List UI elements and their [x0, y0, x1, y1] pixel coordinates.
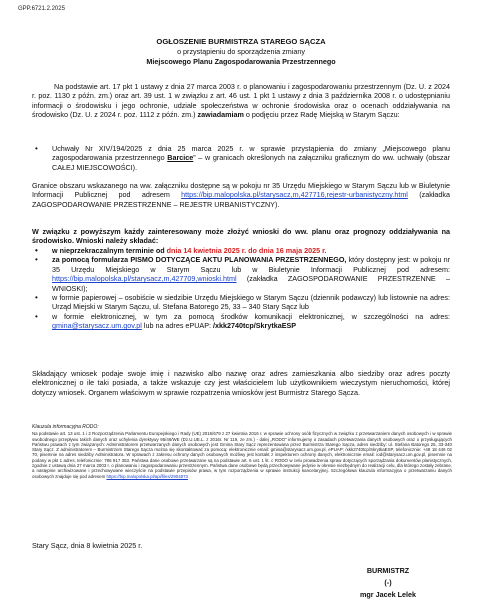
- boundary-link[interactable]: https://bip.malopolska.pl/starysacz,m,427716,rejestr-urbanistyczny.html: [181, 190, 408, 200]
- email-link[interactable]: gmina@starysacz.um.gov.pl: [52, 321, 142, 331]
- closing-paragraph: [32, 369, 450, 397]
- rodo-text: Na podstawie art. 13 ust. 1 i 2 Rozporządzenia Parlamentu Europejskiego i Rady (UE) 2016/679 z 27 kwietnia 2016 r. w sprawie ochrony osób fizycznych w związku z przetwarzaniem danych osobowych i w sprawie swobodnego przepływu takich danych oraz uchylenia dyrektywy 95/46/WE (Dz.U.UE.L. z 2016r. Nr 119, ze zm.) - dalej „RODO” informujemy o zasadach przetwarzania danych osobowych oraz o przysługujących Państwu prawach z tym związanych: Administratorem przetwarzanych danych osobowych jest Gmina Stary Sącz reprezentowana przez Burmistrza Starego Sącza, adres siedziby: ul. Stefana Batorego 25, 33-340 Stary Sącz. Z administratorem – Burmistrzem Starego Sącza można się skontaktować za pomocą: elektronicznie email: gmina@starysacz.um.gov.pl, ePUAP: /xkk2740tcp/SkrytkaESP, telefonicznie: +48 18 446 02 70, pisemnie na adres siedziby Administratora. W sprawach z zakresu ochrony danych osobowych możliwy jest kontakt z inspektorem ochrony danych, elektronicznie email: iod@starysacz.um.gov.pl, pisemnie na podany w pkt 1 adres, telefonicznie: 786 917 353. Państwa dane osobowe przetwarzane są na podstawie art. 6 ust. 1 lit. c RODO w celu prowadzenia spraw dotyczących sporządzania dokumentów planistycznych, zgodnie z ustawą dnia 27 marca 2003 r. o planowaniu i zagospodarowaniu przestrzennym. Państwa dane osobowe będą przechowywane jedynie w okresie niezbędnym do realizacji celu, dla którego zostały zebrane, a następnie archiwizowane i przechowywane wieczyście na podstawie przepisów prawa, w tym rozporządzenia w sprawie instrukcji kancelaryjnej. Szczegółowa klauzula informacyjna o przetwarzaniu danych osobowych znajduje się pod adresem: [32, 431, 452, 479]
- boundary-text-end: (zakładka ZAGOSPODAROWANIE PRZESTRZENNE – REJESTR URBANISTYCZNY).: [32, 190, 451, 209]
- intro-paragraph: [32, 82, 450, 120]
- form-link[interactable]: https://bip.malopolska.pl/starysacz,m,427709,wnioski.html: [52, 274, 237, 284]
- document-title: OGŁOSZENIE BURMISTRZA STAREGO SĄCZA: [156, 37, 326, 46]
- deadline-item: [32, 246, 450, 255]
- electronic-text-mid: lub na adres ePUAP:: [143, 321, 211, 331]
- methods-list: [32, 246, 450, 331]
- paper-item: [32, 293, 450, 312]
- call-paragraph: W związku z powyższym każdy zainteresowany może złożyć wnioski do ww. planu oraz prognozy oddziaływania na środowisko. Wnioski należy składać:: [32, 227, 450, 246]
- resolution-text-end: ” – w granicach określonych na załączniku graficznym do ww. uchwały (obszar CAŁEJ MIEJSCOWOŚCI).: [52, 153, 450, 172]
- rodo-clause: [32, 425, 452, 479]
- form-text: który dostępny jest: w pokoju nr 35 Urzędu Miejskiego w Starym Sączu lub w Biuletynie Informacji Publicznej pod adresem:: [52, 255, 450, 274]
- form-title: za pomocą formularza PISMO DOTYCZĄCE AKTU PLANOWANIA PRZESTRZENNEGO,: [52, 255, 347, 265]
- intro-text: Na podstawie art. 17 pkt 1 ustawy z dnia 27 marca 2003 r. o planowaniu i zagospodarowaniu przestrzennym (Dz. U. z 2024 r. poz. 1130 z późn. zm.) oraz art. 39 ust. 1 w związku z art. 46 ust. 1 pkt 1 ustawy z dnia 3 października 2008 r. o udostępnianiu informacji o środowisku i jego ochronie, udziale społeczeństwa w ochronie środowiska oraz o ocenach oddziaływania na środowisko (Dz. U. z 2024 r. poz. 1112 z późn. zm.): [32, 82, 450, 120]
- bullet-icon: •: [35, 144, 38, 153]
- boundary-paragraph: [32, 181, 450, 209]
- deadline-dates: dnia 14 kwietnia 2025 r. do dnia 16 maja 2025 r.: [166, 246, 327, 255]
- resolution-item: [32, 144, 450, 172]
- resolution-list: [32, 144, 450, 172]
- document-subtitle: o przystąpieniu do sporządzenia zmiany: [177, 47, 305, 56]
- reference-number: GPP.6721.2.2025: [18, 6, 65, 12]
- bullet-icon: •: [35, 246, 38, 255]
- signing-date: Stary Sącz, dnia 8 kwietnia 2025 r.: [32, 541, 143, 550]
- intro-notify: zawiadamiam: [197, 110, 244, 120]
- electronic-text: w formie elektronicznej, w tym za pomocą środków komunikacji elektronicznej, w szczególności na adres:: [52, 311, 450, 321]
- boundary-text: Granice obszaru wskazanego na ww. załączniku dostępne są w pokoju nr 35 Urzędu Miejskiego w Starym Sączu lub w Biuletynie Informacji Publicznej pod adresem: [32, 181, 450, 200]
- rodo-heading: Klauzula informacyjna RODO:: [32, 424, 99, 430]
- bullet-icon: •: [35, 293, 38, 303]
- form-item: [32, 255, 450, 293]
- closing-text: Składający wniosek podaje swoje imię i nazwisko albo nazwę oraz adres zamieszkania albo siedziby oraz adres poczty elektronicznej o ile taki posiada, a także wskazuje czy jest właścicielem lub użytkownikiem wieczystym nieruchomości, której dotyczy wniosek.: [32, 369, 450, 397]
- epuap-address: /xkk2740tcp/SkrytkaESP: [212, 321, 297, 331]
- resolution-highlight: Barcice: [167, 153, 194, 163]
- bullet-icon: •: [35, 311, 38, 321]
- authority-text: Organem właściwym w sprawie rozpatrzenia wniosków jest Burmistrz Starego Sącza.: [88, 387, 360, 397]
- document-subtitle-plan: Miejscowego Planu Zagospodarowania Przestrzennego: [146, 57, 336, 66]
- bullet-icon: •: [35, 255, 38, 265]
- signer-name: mgr Jacek Lelek: [360, 590, 416, 599]
- resolution-text: Uchwały Nr XIV/194/2025 z dnia 25 marca 2025 r. w sprawie przystąpienia do zmiany „Miejscowego planu zagospodarowania przestrzennego: [52, 144, 450, 163]
- electronic-item: [32, 312, 450, 331]
- paper-text: w formie papierowej – osobiście w siedzibie Urzędu Miejskiego w Starym Sączu (dziennik podawczy) lub listownie na adres: Urząd Miejski w Starym Sączu, ul. Stefana Batorego 25, 33 – 340 Stary Sącz lub: [52, 293, 450, 312]
- deadline-text: w nieprzekraczalnym terminie od: [52, 246, 165, 255]
- intro-text-end: o podjęciu przez Radę Miejską w Starym Sączu:: [245, 110, 400, 120]
- signature-mark: (-): [384, 578, 392, 587]
- rodo-link[interactable]: https://bip.malopolska.pl/api/files/2904873: [106, 473, 188, 479]
- signer-title: BURMISTRZ: [366, 566, 410, 575]
- form-text-end: (zakładka ZAGOSPODAROWANIE PRZESTRZENNE – WNIOSKI);: [52, 274, 450, 293]
